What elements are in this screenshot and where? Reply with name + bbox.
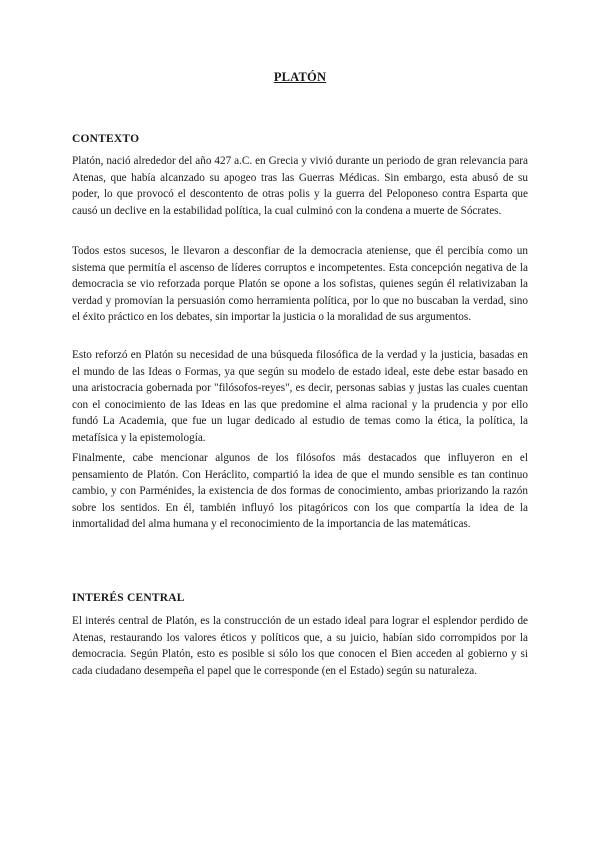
section-heading-interes-central: INTERÉS CENTRAL xyxy=(72,592,185,604)
page-title: PLATÓN xyxy=(273,70,327,84)
paragraph-interes-central-1: El interés central de Platón, es la construcción de un estado ideal para lograr el esplendor perdido de Atenas, restaurando los valores éticos y políticos que, a su juicio, habían sido corrompidos por la democracia. Según Platón, esto es posible si sólo los que conocen el Bien acceden al gobierno y si cada ciudadano desempeña el papel que le corresponde (en el Estado) según su naturaleza. xyxy=(72,615,528,677)
paragraph-contexto-3: Esto reforzó en Platón su necesidad de una búsqueda filosófica de la verdad y la justicia, basadas en el mundo de las Ideas o Formas, ya que según su modelo de estado ideal, este debe estar basado en una aristocracia gobernada por "filósofos-reyes", es decir, personas sabias y justas las cuales cuentan con el conocimiento de las Ideas en las que predomine el alma racional y la prudencia y por ello fundó La Academia, que fue un lugar dedicado al estudio de temas como la ética, la política, la metafísica y la epistemología. xyxy=(72,349,528,444)
paragraph-contexto-2: Todos estos sucesos, le llevaron a desconfiar de la democracia ateniense, que él percibía como un sistema que permitía el ascenso de líderes corruptos e incompetentes. Esta concepción negativa de la democracia se vio reforzada porque Platón se opone a los sofistas, quienes según él relativizaban la verdad y promovían la persuasión como herramienta política, por lo que no buscaban la verdad, sino el éxito práctico en los debates, sin importar la justicia o la moralidad de sus argumentos. xyxy=(72,245,528,324)
paragraph-contexto-4: Finalmente, cabe mencionar algunos de los filósofos más destacados que influyeron en el pensamiento de Platón. Con Heráclito, compartió la idea de que el mundo sensible es tan continuo cambio, y con Parménides, la existencia de dos formas de conocimiento, ambas priorizando la razón sobre los sentidos. En él, también influyó los pitagóricos con los que compartía la idea de la inmortalidad del alma humana y el reconocimiento de la importancia de las matemáticas. xyxy=(72,452,528,531)
section-heading-contexto: CONTEXTO xyxy=(72,133,140,145)
paragraph-contexto-1: Platón, nació alrededor del año 427 a.C. en Grecia y vivió durante un periodo de gran relevancia para Atenas, que había alcanzado su apogeo tras las Guerras Médicas. Sin embargo, esta abusó de su poder, lo que provocó el descontento de otras polis y la guerra del Peloponeso contra Esparta que causó un declive en la estabilidad política, la cual culminó con la condena a muerte de Sócrates. xyxy=(72,155,528,217)
